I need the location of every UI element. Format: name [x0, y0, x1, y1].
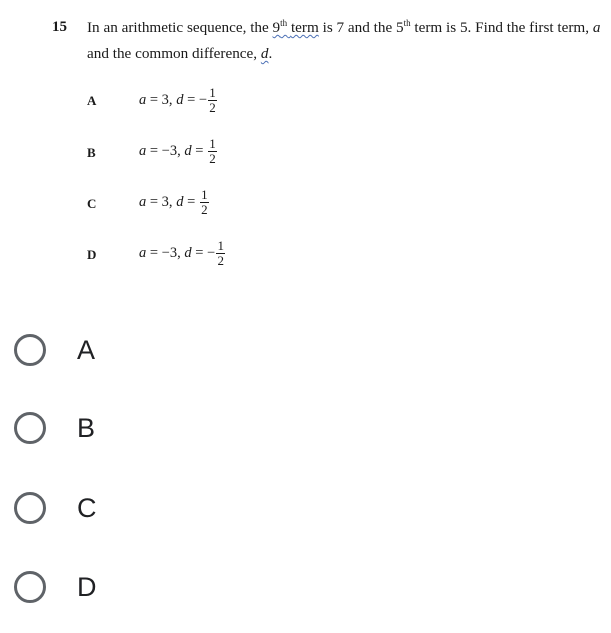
- choice-label[interactable]: D: [77, 571, 97, 602]
- equals-sign: =: [183, 194, 199, 210]
- radio-button-icon[interactable]: [14, 571, 46, 603]
- question-text-segment: In an arithmetic sequence, the: [87, 19, 273, 36]
- question-text-segment: is 7 and the: [318, 19, 396, 36]
- choice-label[interactable]: A: [77, 334, 96, 365]
- fraction: [216, 239, 225, 268]
- equals-sign: = −: [183, 92, 208, 108]
- period: .: [268, 45, 273, 62]
- answer-choices: [0, 320, 611, 633]
- variable-d: d: [260, 45, 269, 62]
- fraction-numerator: 1: [209, 85, 216, 100]
- variable-a: a: [139, 194, 147, 210]
- option-expression-d: [139, 239, 225, 268]
- fraction-denominator: 2: [209, 151, 216, 166]
- equals-sign: = −: [191, 245, 216, 261]
- radio-button-icon[interactable]: [14, 334, 46, 366]
- equals-sign: =: [191, 143, 208, 159]
- choice-label[interactable]: B: [77, 412, 96, 443]
- fraction: [208, 137, 217, 166]
- fraction-denominator: 2: [217, 253, 224, 268]
- fraction-denominator: 2: [209, 100, 216, 115]
- question-text-segment: and the common difference,: [87, 45, 261, 62]
- fraction-denominator: 2: [201, 202, 208, 217]
- option-letter-a: A: [87, 93, 97, 108]
- question-number: 15: [52, 19, 67, 35]
- option-expression-c: [139, 188, 209, 217]
- choice-c[interactable]: [14, 486, 214, 530]
- variable-a: a: [139, 245, 147, 261]
- equals-value: = 3,: [146, 194, 177, 210]
- question-text-line-2: [87, 45, 272, 63]
- question-text-line-1: [87, 19, 600, 37]
- ordinal-suffix: th: [280, 18, 288, 28]
- variable-a: a: [139, 143, 147, 159]
- fraction-numerator: 1: [217, 238, 224, 253]
- choice-d[interactable]: [14, 565, 214, 609]
- choice-b[interactable]: [14, 406, 214, 450]
- option-letter-c: C: [87, 196, 97, 211]
- ordinal-suffix: th: [403, 18, 411, 28]
- radio-button-icon[interactable]: [14, 492, 46, 524]
- equals-value: = 3,: [146, 92, 177, 108]
- variable-d: d: [184, 245, 192, 261]
- variable-a: a: [139, 92, 147, 108]
- equals-value: = −3,: [146, 245, 185, 261]
- choice-label[interactable]: C: [77, 492, 97, 523]
- choice-a[interactable]: [14, 328, 214, 372]
- fraction-numerator: 1: [201, 187, 208, 202]
- ninth-number: 9: [272, 19, 281, 36]
- spellcheck-underlined-text: [273, 19, 319, 36]
- variable-d: d: [184, 143, 192, 159]
- option-letter-d: D: [87, 247, 97, 262]
- variable-d: d: [176, 194, 184, 210]
- option-expression-b: [139, 137, 217, 166]
- term-word: term: [290, 19, 319, 36]
- fifth-number: 5: [396, 19, 404, 36]
- option-expression-a: [139, 86, 217, 115]
- question-text-segment: term is 5. Find the first term,: [410, 19, 593, 36]
- radio-button-icon[interactable]: [14, 412, 46, 444]
- question-block: [0, 0, 611, 290]
- variable-a: a: [592, 19, 601, 36]
- fraction: [200, 188, 209, 217]
- fraction: [208, 86, 217, 115]
- fraction-numerator: 1: [209, 136, 216, 151]
- equals-value: = −3,: [146, 143, 185, 159]
- variable-d: d: [176, 92, 184, 108]
- option-letter-b: B: [87, 145, 96, 160]
